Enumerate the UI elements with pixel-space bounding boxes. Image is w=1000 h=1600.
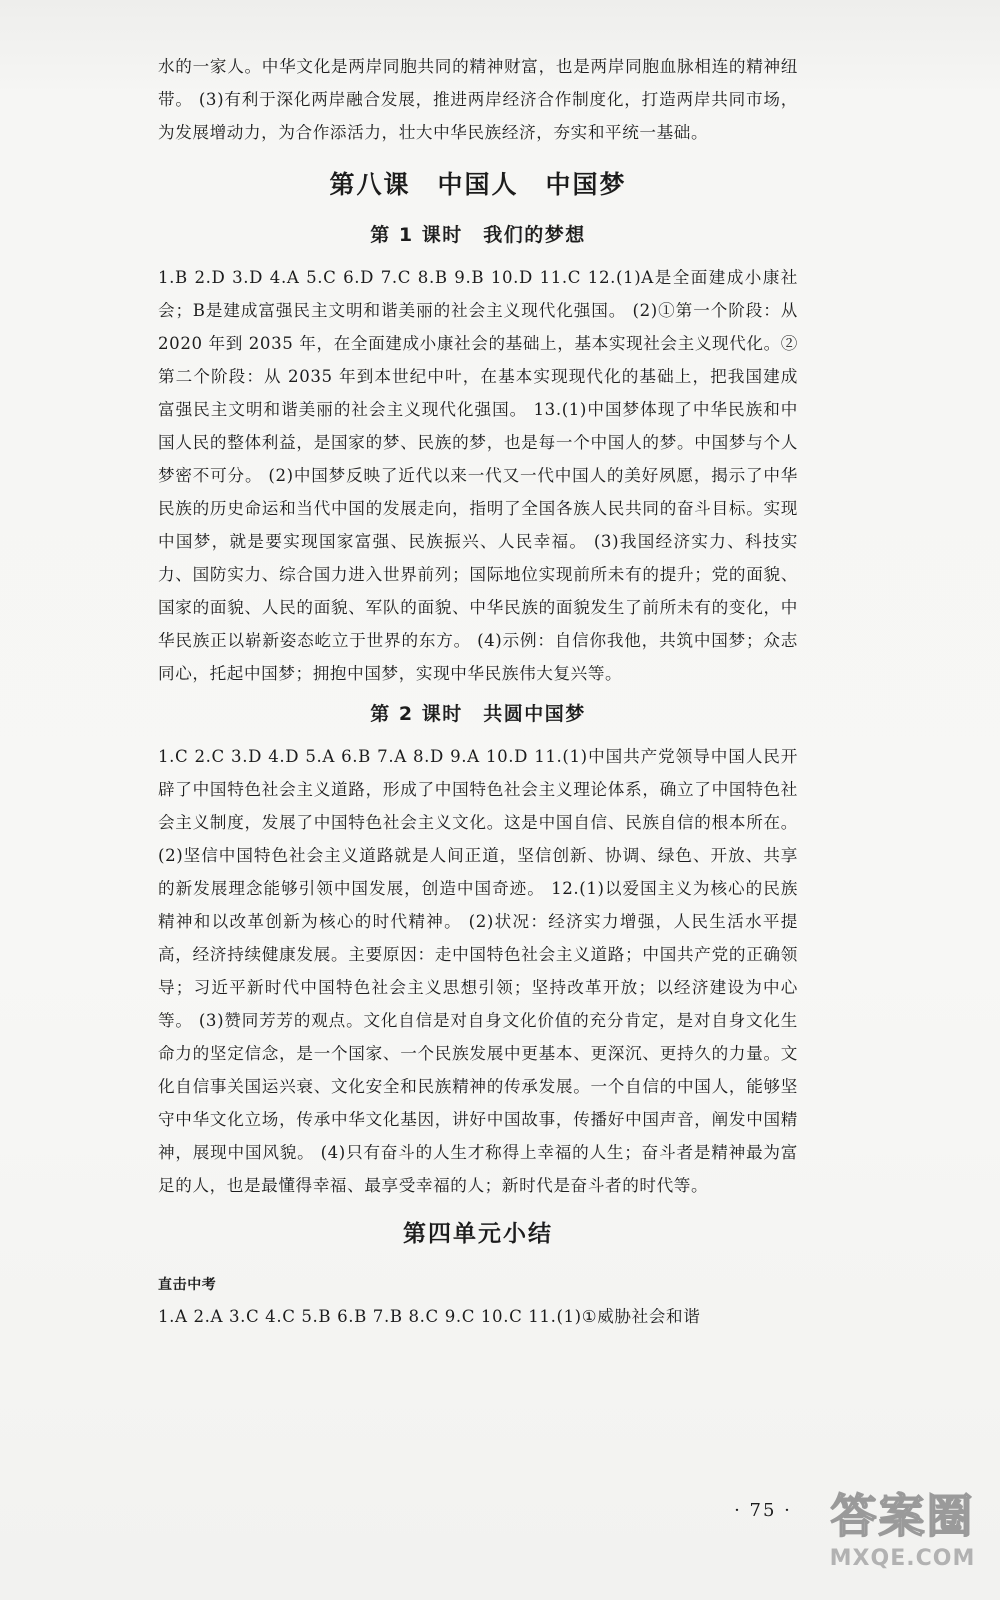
period-1-answers: 1.B 2.D 3.D 4.A 5.C 6.D 7.C 8.B 9.B 10.D 11.C 12.(1)A是全面建成小康社会；B是建成富强民主文明和谐美丽的社会主义现代化强国。 (2)①第一个阶段：从 2020 年到 2035 年，在全面建成小康社会的基础上，基本实现社会主义现代化。②第二个阶段：从 2035 年到本世纪中叶，在基本实现现代化的基础上，把我国建成富强民主文明和谐美丽的社会主义现代化强国。 13.(1)中国梦体现了中华民族和中国人民的整体利益，是国家的梦、民族的梦，也是每一个中国人的梦。中国梦与个人梦密不可分。 (2)中国梦反映了近代以来一代又一代中国人的美好夙愿，揭示了中华民族的历史命运和当代中国的发展走向，指明了全国各族人民共同的奋斗目标。实现中国梦，就是要实现国家富强、民族振兴、人民幸福。 (3)我国经济实力、科技实力、国防实力、综合国力进入世界前列；国际地位实现前所未有的提升；党的面貌、国家的面貌、人民的面貌、军队的面貌、中华民族的面貌发生了前所未有的变化，中华民族正以崭新姿态屹立于世界的东方。 (4)示例：自信你我他，共筑中国梦；众志同心，托起中国梦；拥抱中国梦，实现中华民族伟大复兴等。: [158, 268, 798, 683]
period-1-title: 第 1 课时 我们的梦想: [370, 224, 586, 246]
lesson-title: 第八课 中国人 中国梦: [329, 170, 627, 199]
section-label: 直击中考: [158, 1277, 217, 1293]
answer-content: [158, 50, 798, 1333]
unit-summary-title: 第四单元小结: [403, 1221, 553, 1247]
period-2-answers: 1.C 2.C 3.D 4.D 5.A 6.B 7.A 8.D 9.A 10.D 11.(1)中国共产党领导中国人民开辟了中国特色社会主义道路，形成了中国特色社会主义理论体系，确立了中国特色社会主义制度，发展了中国特色社会主义文化。这是中国自信、民族自信的根本所在。 (2)坚信中国特色社会主义道路就是人间正道，坚信创新、协调、绿色、开放、共享的新发展理念能够引领中国发展，创造中国奇迹。 12.(1)以爱国主义为核心的民族精神和以改革创新为核心的时代精神。 (2)状况：经济实力增强，人民生活水平提高，经济持续健康发展。主要原因：走中国特色社会主义道路；中国共产党的正确领导；习近平新时代中国特色社会主义思想引领；坚持改革开放；以经济建设为中心等。 (3)赞同芳芳的观点。文化自信是对自身文化价值的充分肯定，是对自身文化生命力的坚定信念，是一个国家、一个民族发展中更基本、更深沉、更持久的力量。文化自信事关国运兴衰、文化安全和民族精神的传承发展。一个自信的中国人，能够坚守中华文化立场，传承中华文化基因，讲好中国故事，传播好中国声音，阐发中国精神，展现中国风貌。 (4)只有奋斗的人生才称得上幸福的人生；奋斗者是精神最为富足的人，也是最懂得幸福、最享受幸福的人；新时代是奋斗者的时代等。: [158, 747, 798, 1195]
unit-answers: 1.A 2.A 3.C 4.C 5.B 6.B 7.B 8.C 9.C 10.C 11.(1)①威胁社会和谐: [158, 1307, 701, 1326]
intro-paragraph: 水的一家人。中华文化是两岸同胞共同的精神财富，也是两岸同胞血脉相连的精神纽带。 (3)有利于深化两岸融合发展，推进两岸经济合作制度化，打造两岸共同市场，为发展增动力，为合作添活力，壮大中华民族经济，夯实和平统一基础。: [158, 57, 798, 142]
period-2-title: 第 2 课时 共圆中国梦: [370, 703, 586, 725]
page-number: · 75 ·: [734, 1500, 792, 1521]
watermark-url: MXQE.COM: [829, 1546, 976, 1571]
watermark-logo-text: 答案圈: [830, 1489, 975, 1543]
watermark-logo-icon: [815, 1488, 990, 1593]
